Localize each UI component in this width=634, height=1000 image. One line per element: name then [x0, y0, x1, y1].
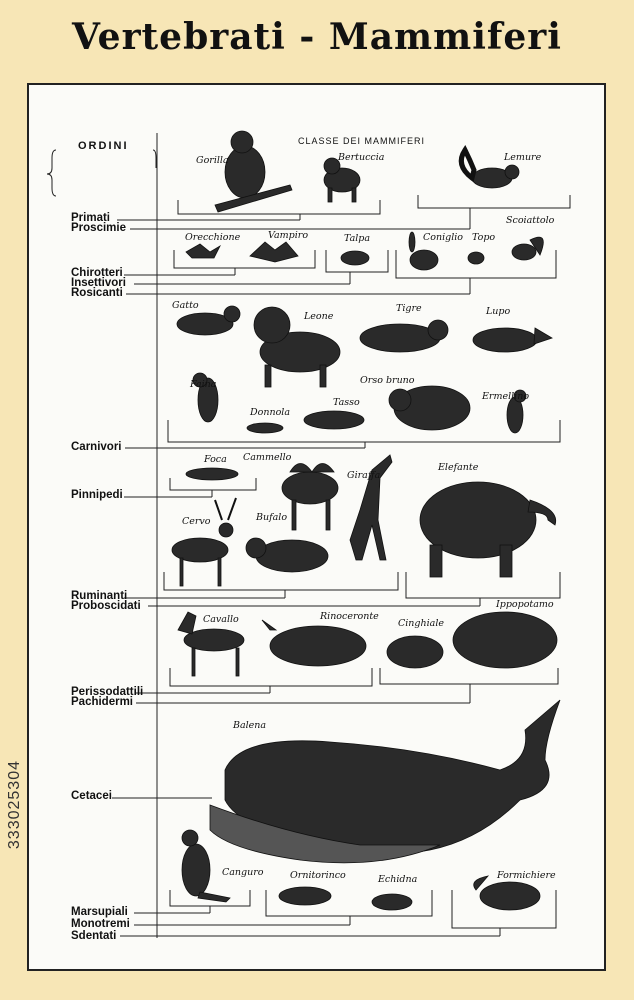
animal-scoiattolo: Scoiattolo — [506, 215, 555, 226]
order-proboscidati: Proboscidati — [71, 600, 141, 612]
animal-balena: Balena — [233, 720, 267, 731]
talpa-illustration — [341, 251, 369, 265]
formichiere-illustration — [474, 876, 540, 910]
donnola-illustration — [247, 423, 283, 433]
animal-lupo: Lupo — [486, 306, 511, 317]
animal-coniglio: Coniglio — [423, 232, 464, 243]
ippopotamo-illustration — [453, 612, 557, 668]
animal-ornitorinco: Ornitorinco — [290, 870, 346, 881]
animal-bufalo: Bufalo — [256, 512, 288, 523]
cervo-illustration — [172, 498, 236, 586]
class-header: CLASSE DEI MAMMIFERI — [298, 136, 426, 146]
animal-faina: Faina — [190, 379, 217, 390]
animal-ippopotamo: Ippopotamo — [496, 599, 554, 610]
animal-vampiro: Vampiro — [268, 230, 309, 241]
order-sdentati: Sdentati — [71, 930, 117, 942]
gorilla-illustration — [215, 131, 292, 212]
order-monotremi: Monotremi — [71, 918, 130, 930]
order-carnivori: Carnivori — [71, 441, 122, 453]
order-proscimie: Proscimie — [71, 222, 126, 234]
stock-watermark-id: 333025304 — [6, 760, 23, 850]
animal-orecchione: Orecchione — [185, 232, 241, 243]
echidna-illustration — [372, 894, 412, 910]
animal-donnola: Donnola — [250, 407, 290, 418]
animal-cammello: Cammello — [243, 452, 292, 463]
orso-bruno-illustration — [389, 386, 470, 430]
animal-bertuccia: Bertuccia — [338, 152, 385, 163]
orecchione-illustration — [186, 244, 220, 258]
vampiro-illustration — [250, 242, 298, 262]
animal-echidna: Echidna — [378, 874, 418, 885]
animal-topo: Topo — [472, 232, 496, 243]
order-pachidermi: Pachidermi — [71, 696, 133, 708]
orders-heading: ORDINI — [78, 140, 129, 152]
bertuccia-illustration — [324, 158, 360, 202]
order-rosicanti: Rosicanti — [71, 287, 123, 299]
order-insettivori: Insettivori — [71, 277, 126, 289]
animal-canguro: Canguro — [222, 867, 264, 878]
order-marsupiali: Marsupiali — [71, 906, 128, 918]
cinghiale-illustration — [387, 636, 443, 668]
animal-cavallo: Cavallo — [203, 614, 239, 625]
animal-cinghiale: Cinghiale — [398, 618, 444, 629]
animal-leone: Leone — [304, 311, 334, 322]
rinoceronte-illustration — [262, 620, 366, 666]
order-ruminanti: Ruminanti — [71, 590, 128, 602]
cammello-illustration — [282, 464, 338, 531]
animal-cervo: Cervo — [182, 516, 211, 527]
animal-elefante: Elefante — [438, 462, 479, 473]
lupo-illustration — [473, 328, 552, 352]
animal-orso-bruno: Orso bruno — [360, 375, 415, 386]
scoiattolo-illustration — [512, 237, 543, 260]
tigre-illustration — [360, 320, 448, 352]
ornitorinco-illustration — [279, 887, 331, 905]
animal-tigre: Tigre — [396, 303, 422, 314]
animal-tasso: Tasso — [333, 397, 360, 408]
order-chirotteri: Chirotteri — [71, 267, 123, 279]
animal-giraffa: Giraffa — [347, 470, 381, 481]
canguro-illustration — [182, 830, 230, 902]
tasso-illustration — [304, 411, 364, 429]
order-primati: Primati — [71, 212, 110, 224]
animal-rinoceronte: Rinoceronte — [320, 611, 379, 622]
order-pinnipedi: Pinnipedi — [71, 489, 123, 501]
animal-formichiere: Formichiere — [497, 870, 556, 881]
animal-foca: Foca — [204, 454, 227, 465]
foca-illustration — [186, 468, 238, 480]
order-perissodattili: Perissodattili — [71, 686, 144, 698]
topo-illustration — [468, 252, 484, 264]
animal-ermellino: Ermellino — [482, 391, 530, 402]
animal-gorilla: Gorilla — [196, 155, 229, 166]
animal-talpa: Talpa — [344, 233, 371, 244]
animal-lemure: Lemure — [504, 152, 542, 163]
page-title: Vertebrati - Mammiferi — [72, 16, 562, 58]
elefante-illustration — [420, 482, 556, 577]
bufalo-illustration — [246, 538, 328, 572]
order-cetacei: Cetacei — [71, 790, 112, 802]
animal-gatto: Gatto — [172, 300, 199, 311]
